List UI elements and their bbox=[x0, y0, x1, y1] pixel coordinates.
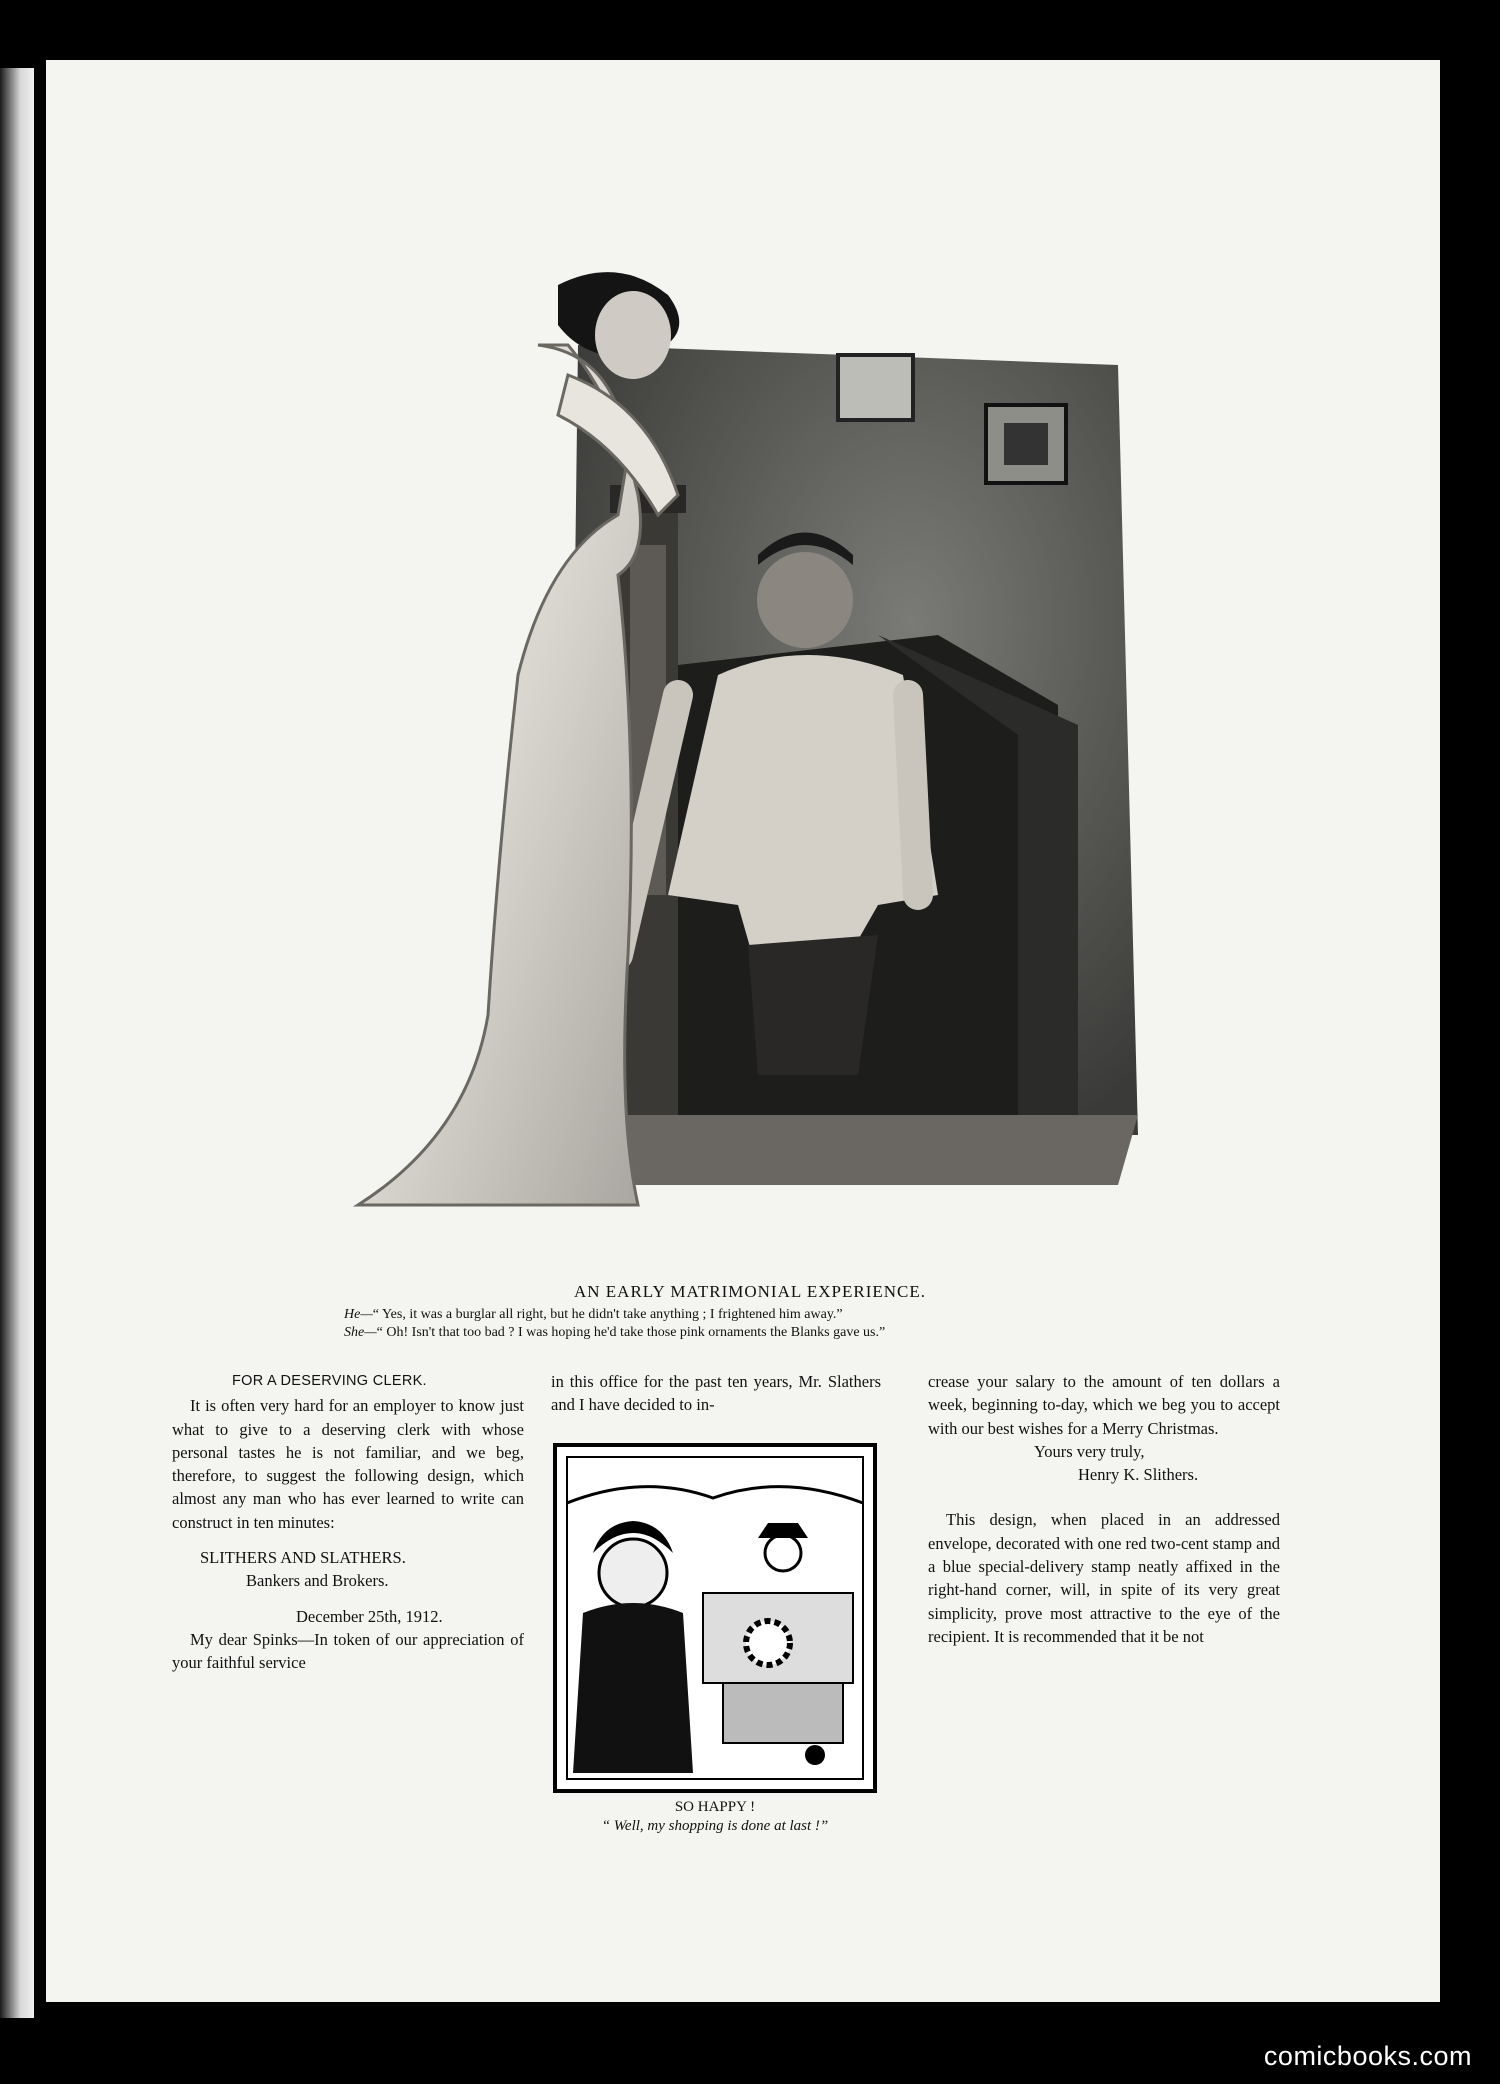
letter-closing: Yours very truly, bbox=[1034, 1441, 1145, 1461]
firm-name: SLITHERS AND SLATHERS. bbox=[200, 1548, 406, 1568]
speaker-he: He— bbox=[344, 1307, 373, 1322]
letter-continuation: in this office for the past ten years, Mr. Slathers and I have decided to in- bbox=[551, 1372, 881, 1415]
letter-body-end: crease your salary to the amount of ten dollars a week, beginning to-day, which we beg you to accept with our best wishes for a Merry Christmas. bbox=[928, 1372, 1280, 1438]
speaker-she: She— bbox=[344, 1325, 377, 1340]
letter-signature: Henry K. Slithers. bbox=[1078, 1465, 1199, 1485]
scan-binding-edge bbox=[0, 68, 34, 2018]
cartoon-so-happy bbox=[553, 1443, 877, 1793]
article-paragraph-1: It is often very hard for an employer to know just what to give to a deserving clerk with whose personal tastes he is not familiar, and we beg, therefore, to suggest the following design, which almost any man who has ever learned to write can construct in ten minutes: bbox=[172, 1396, 524, 1532]
letter-opening: My dear Spinks—In token of our appreciation of your faithful service bbox=[172, 1629, 524, 1673]
article-column-3 bbox=[928, 1370, 1280, 1648]
dialog-line-she bbox=[344, 1324, 1244, 1341]
illustration-stair-scene bbox=[318, 255, 1150, 1255]
site-watermark: comicbooks.com bbox=[1263, 2041, 1472, 2071]
cartoon-quote: “ Well, my shopping is done at last !” bbox=[601, 1818, 829, 1834]
cartoon-title: SO HAPPY ! bbox=[674, 1799, 756, 1815]
dialog-text-he: “ Yes, it was a burglar all right, but he didn't take anything ; I frightened him away.” bbox=[372, 1307, 843, 1322]
dialog-line-he bbox=[344, 1306, 1244, 1323]
illustration-title: AN EARLY MATRIMONIAL EXPERIENCE. bbox=[573, 1282, 927, 1301]
letter-date: December 25th, 1912. bbox=[296, 1606, 443, 1626]
article-heading: FOR A DESERVING CLERK. bbox=[232, 1373, 427, 1389]
article-column-1 bbox=[172, 1370, 524, 1675]
firm-subtitle: Bankers and Brokers. bbox=[246, 1571, 389, 1591]
article-column-2 bbox=[551, 1370, 881, 1417]
article-paragraph-final: This design, when placed in an addressed envelope, decorated with one red two-cent stamp and a blue special-delivery stamp neatly affixed in the right-hand corner, will, in spite of its very great simplicity, prove most attractive to the eye of the recipient. It is recommended that it be not bbox=[928, 1510, 1280, 1646]
dialog-text-she: “ Oh! Isn't that too bad ? I was hoping he'd take those pink ornaments the Blanks gave us.” bbox=[376, 1325, 886, 1340]
